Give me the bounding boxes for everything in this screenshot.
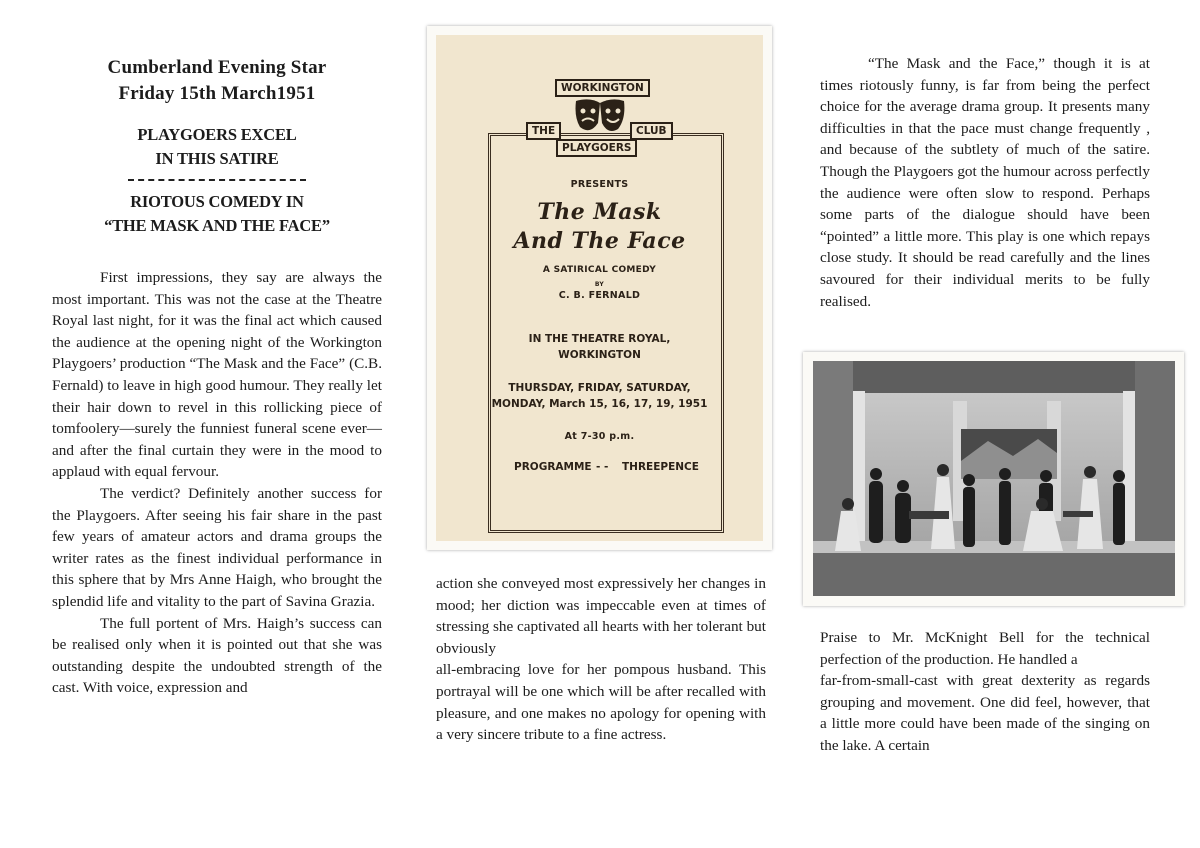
programme-playgoers-badge: PLAYGOERS [556, 139, 637, 157]
programme-presents: PRESENTS [570, 179, 629, 190]
column-1 [52, 55, 382, 699]
column-3-bottom [820, 627, 1150, 757]
article-paragraph-5-part-2: far-from-small-cast with great dexterity as regards grouping and movement. One did feel, however, that a little more could have been made of the singing on the lake. A certain [820, 672, 1150, 754]
programme-by: BY [594, 281, 605, 288]
programme-dates-line-1: THURSDAY, FRIDAY, SATURDAY, [508, 382, 691, 394]
programme-price: THREEPENCE [622, 461, 699, 473]
programme-venue-line-2: WORKINGTON [558, 349, 641, 361]
headline-1-line-1: PLAYGOERS EXCEL [137, 125, 297, 144]
headline-divider [128, 179, 306, 181]
programme-cover [436, 35, 763, 541]
programme-title-line-1: The Mask [537, 199, 662, 225]
programme-time: At 7-30 p.m. [564, 431, 635, 442]
programme-subtitle: A SATIRICAL COMEDY [542, 265, 657, 275]
column-2-text-part-1: action she conveyed most expressively her changes in mood; her diction was impeccable even at times of stressing she captivated all hearts with her tolerant but obviously [436, 575, 766, 657]
article-paragraph-3: The full portent of Mrs. Haigh’s success can be realised only when it is pointed out that she was outstanding despite the undoubted strength of the cast. With voice, expression and [52, 614, 382, 697]
column-2 [436, 573, 766, 746]
newspaper-date: Friday 15th March1951 [118, 83, 316, 104]
programme-dashes: - - [596, 461, 609, 473]
stage-photograph [813, 361, 1175, 596]
stage-photo-frame [803, 352, 1184, 606]
article-paragraph-2: The verdict? Definitely another success for the Playgoers. After seeing his fair share in the past few years of amateur actors and drama groups the writer rates as the finest individual performance in this sphere that by Mrs Anne Haigh, who brought the splendid life and vitality to the part of Savina Grazia. [52, 484, 382, 610]
programme-workington-badge: WORKINGTON [555, 79, 650, 97]
programme-the-badge: THE [526, 122, 561, 140]
programme-club-badge: CLUB [630, 122, 673, 140]
newspaper-name: Cumberland Evening Star [107, 57, 327, 78]
programme-image-frame [427, 26, 772, 550]
column-2-text-part-2: all-embracing love for her pompous husband. This portrayal will be one which will be after recalled with pleasure, and one makes no apology for opening with a very sincere tribute to a fine actress. [436, 661, 766, 744]
programme-venue-line-1: IN THE THEATRE ROYAL, [528, 333, 671, 345]
headline-2 [52, 190, 382, 237]
programme-title-line-2: And The Face [513, 228, 686, 254]
programme-dates-line-2: MONDAY, March 15, 16, 17, 19, 1951 [491, 398, 708, 410]
headline-1-line-2: IN THIS SATIRE [155, 149, 279, 168]
headline-2-line-2: “THE MASK AND THE FACE” [104, 216, 330, 235]
headline-1 [52, 123, 382, 170]
programme-author: C. B. FERNALD [558, 290, 641, 301]
programme-label: PROGRAMME [514, 461, 592, 473]
article-paragraph-4: “The Mask and the Face,” though it is at times riotously funny, is far from being the perfect choice for the average drama group. It presents many difficulties in that the pace must change frequently , and because of the subtlety of much of the satire. Though the Playgoers got the humour across perfectly the audience were often slow to respond. Perhaps some parts of the dialogue should have been “pointed” a little more. This play is one which repays close study. It should be read carefully and the lines savoured for their individual merits to be fully realised. [820, 55, 1150, 310]
column-3 [820, 53, 1150, 312]
theatre-masks-icon [572, 97, 628, 145]
article-paragraph-1: First impressions, they say are always the most important. This was not the case at the Theatre Royal last night, for it was the final act which caused the audience at the opening night of the Workington Playgoers’ production “The Mask and the Face” (C.B. Fernald) to leave in high good humour. They really let their hair down to revel in this rollicking piece of tomfoolery—surely the funniest funeral scene ever—and after the final curtain they were in the mood to applaud with equal fervour. [52, 269, 382, 481]
headline-2-line-1: RIOTOUS COMEDY IN [130, 192, 304, 211]
article-paragraph-5-part-1: Praise to Mr. McKnight Bell for the technical perfection of the production. He handled a [820, 629, 1150, 668]
